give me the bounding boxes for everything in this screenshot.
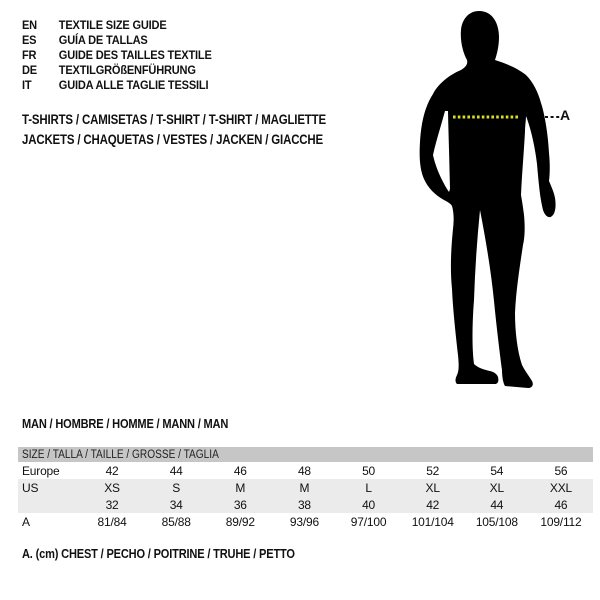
table-cell: 54 xyxy=(490,463,504,478)
measure-label-a: A xyxy=(560,107,571,123)
language-label: GUIDA ALLE TAGLIE TESSILI xyxy=(58,78,209,92)
measure-footnote: A. (cm) CHEST / PECHO / POITRINE / TRUHE / PETTO xyxy=(22,546,295,561)
table-cell: XXL xyxy=(549,480,572,495)
language-label: GUIDE DES TAILLES TEXTILE xyxy=(58,48,212,62)
row-label: Europe xyxy=(22,463,60,478)
table-cell: XL xyxy=(489,480,504,495)
size-table-body xyxy=(18,462,593,530)
table-cell: 109/112 xyxy=(540,514,582,529)
size-table xyxy=(18,447,593,530)
size-table-header xyxy=(18,447,593,462)
language-code: DE xyxy=(22,63,37,77)
section-title: MAN / HOMBRE / HOMME / MANN / MAN xyxy=(22,416,229,431)
size-table-header-label: SIZE / TALLA / TAILLE / GRÖSSE / TAGLIA xyxy=(22,448,219,461)
table-cell: 105/108 xyxy=(475,514,518,529)
table-cell: 44 xyxy=(490,497,504,512)
table-cell: S xyxy=(172,480,181,495)
table-cell: 38 xyxy=(297,497,311,512)
table-cell: 42 xyxy=(426,497,440,512)
table-cell: XS xyxy=(104,480,120,495)
row-label: A xyxy=(22,514,30,529)
table-row xyxy=(18,462,593,479)
language-row xyxy=(22,63,212,78)
table-cell: L xyxy=(365,480,372,495)
language-label: TEXTILE SIZE GUIDE xyxy=(58,18,167,32)
table-cell: 34 xyxy=(169,497,183,512)
language-code: ES xyxy=(22,33,37,47)
table-cell: 32 xyxy=(105,497,119,512)
table-cell: 44 xyxy=(169,463,183,478)
table-cell: 97/100 xyxy=(350,514,387,529)
language-code: EN xyxy=(22,18,37,32)
table-cell: 46 xyxy=(233,463,247,478)
table-cell: 85/88 xyxy=(161,514,191,529)
table-cell: 48 xyxy=(297,463,311,478)
man-silhouette xyxy=(398,5,578,400)
table-cell: 81/84 xyxy=(97,514,127,529)
category-line-tshirts: T-SHIRTS / CAMISETAS / T-SHIRT / T-SHIRT / MAGLIETTE xyxy=(22,112,326,127)
table-row xyxy=(18,513,593,530)
table-cell: 42 xyxy=(105,463,119,478)
man-figure xyxy=(398,5,578,400)
language-row xyxy=(22,33,212,48)
language-list xyxy=(22,18,212,93)
table-cell: 52 xyxy=(426,463,440,478)
table-cell: 101/104 xyxy=(411,514,454,529)
row-label: US xyxy=(22,480,39,495)
language-row xyxy=(22,48,212,63)
table-cell: 36 xyxy=(233,497,247,512)
table-cell: 40 xyxy=(362,497,376,512)
category-line-jackets: JACKETS / CHAQUETAS / VESTES / JACKEN / GIACCHE xyxy=(22,132,324,147)
category-lines xyxy=(22,110,326,150)
table-cell: 50 xyxy=(362,463,376,478)
man-silhouette-body xyxy=(420,11,556,388)
language-code: IT xyxy=(22,78,32,92)
language-label: GUÍA DE TALLAS xyxy=(58,33,148,47)
table-cell: M xyxy=(299,480,310,495)
table-cell: 46 xyxy=(554,497,568,512)
language-label: TEXTILGRÖßENFÜHRUNG xyxy=(58,63,196,77)
language-row xyxy=(22,78,212,93)
table-cell: 93/96 xyxy=(289,514,319,529)
table-row xyxy=(18,479,593,496)
table-cell: 89/92 xyxy=(225,514,255,529)
table-cell: M xyxy=(235,480,246,495)
language-row xyxy=(22,18,212,33)
table-row xyxy=(18,496,593,513)
language-code: FR xyxy=(22,48,37,62)
table-cell: XL xyxy=(425,480,440,495)
table-cell: 56 xyxy=(554,463,568,478)
